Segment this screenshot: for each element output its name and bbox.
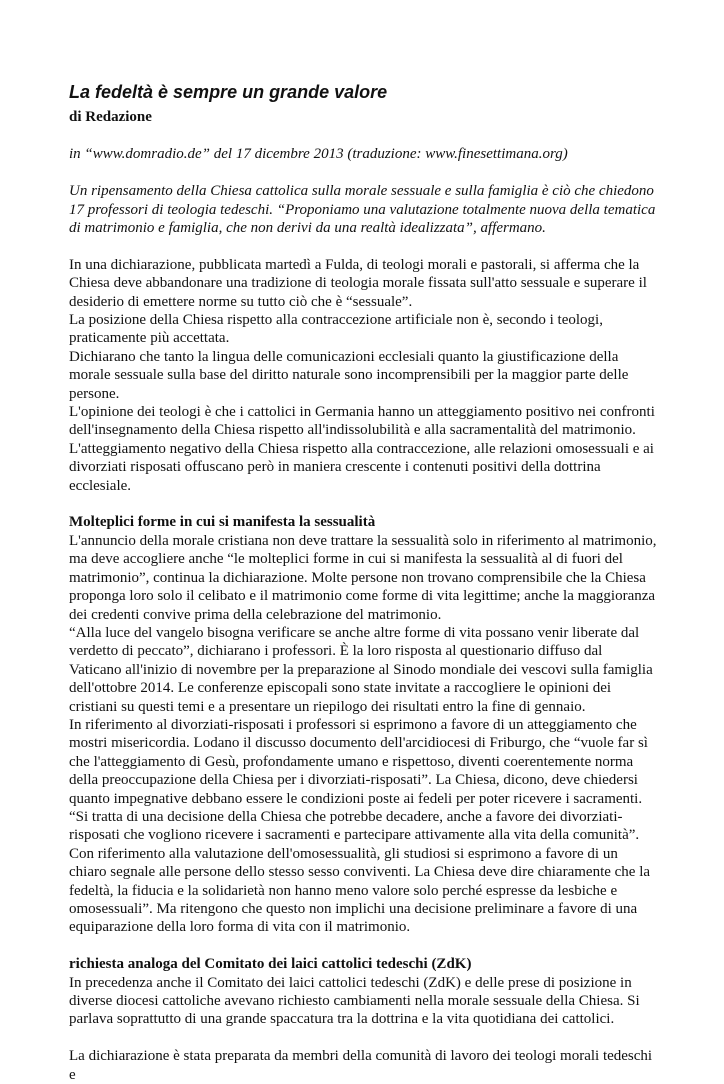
closing-paragraph: La dichiarazione è stata preparata da membri della comunità di lavoro dei teologi morali tedeschi e [69, 1048, 653, 1083]
section-paragraph: Con riferimento alla valutazione dell'omosessualità, gli studiosi si esprimono a favore di un chiaro segnale alle persone dello stesso sesso conviventi. La Chiesa deve dire chiaramente che la fedeltà, la fiducia e la solidarietà non hanno meno valore solo perché espresse da lesbiche e omosessuali”. Ma ritengono che questo non implichi una decisione preliminare a favore di una equiparazione della loro forma di vita con il matrimonio. [69, 845, 651, 936]
section-paragraph: In riferimento al divorziati-risposati i professori si esprimono a favore di un atteggiamento che mostri misericordia. Lodano il discusso documento dell'arcidiocesi di Friburgo, che “vuole far sì che l'atteggiamento di Gesù, profondamente umano e rispettoso, diventi coerentemente norma della preoccupazione della Chiesa per i divorziati-risposati”. La Chiesa, dicono, deve chiedersi quanto impegnative debbano essere le condizioni poste ai fedeli per poter ricevere i sacramenti. “Si tratta di una decisione della Chiesa che potrebbe decadere, anche a favore dei divorziati-risposati che vogliono ricevere i sacramenti e partecipare attivamente alla vita della comunità”. [69, 716, 648, 844]
intro-paragraph: La posizione della Chiesa rispetto alla contraccezione artificiale non è, secondo i teologi, praticamente più accettata. [69, 312, 603, 347]
article-byline: di Redazione [69, 109, 152, 125]
intro-paragraph: In una dichiarazione, pubblicata martedì a Fulda, di teologi morali e pastorali, si afferma che la Chiesa deve abbandonare una tradizione di teologia morale fissata sull'atto sessuale e superare il desiderio di emettere norme su tutto ciò che è “sessuale”. [69, 256, 647, 310]
section-heading: Molteplici forme in cui si manifesta la sessualità [69, 514, 376, 531]
article-source: in “www.domradio.de” del 17 dicembre 2013 (traduzione: www.finesettimana.org) [69, 146, 568, 163]
section-heading: richiesta analoga del Comitato dei laici cattolici tedeschi (ZdK) [69, 956, 472, 973]
intro-paragraph: L'atteggiamento negativo della Chiesa rispetto alla contraccezione, alle relazioni omosessuali e ai divorziati risposati offuscano però in maniera crescente i contenuti positivi della dottrina ecclesiale. [69, 440, 654, 494]
intro-paragraph: L'opinione dei teologi è che i cattolici in Germania hanno un atteggiamento positivo nei confronti dell'insegnamento della Chiesa rispetto all'indissolubilità e alla sacramentalità del matrimonio. [69, 404, 655, 439]
section-paragraph: “Alla luce del vangelo bisogna verificare se anche altre forme di vita possano venir liberate dal verdetto di peccato”, dichiarano i professori. È la loro risposta al questionario diffuso dal Vaticano all'inizio di novembre per la preparazione al Sinodo mondiale dei vescovi sulla famiglia dell'ottobre 2014. Le conferenze episcopali sono state invitate a raccogliere le opinioni dei cristiani su questi temi e a presentare un riepilogo dei risultati entro la fine di gennaio. [69, 624, 653, 715]
document-page [69, 80, 657, 1084]
article-lead: Un ripensamento della Chiesa cattolica sulla morale sessuale e sulla famiglia è ciò che chiedono 17 professori di teologia tedeschi. “Proponiamo una valutazione totalmente nuova della tematica di matrimonio e famiglia, che non derivi da una realtà idealizzata”, affermano. [69, 183, 656, 236]
section-paragraph: In precedenza anche il Comitato dei laici cattolici tedeschi (ZdK) e delle prese di posizione in diverse diocesi cattoliche avevano richiesto cambiamenti nella morale sessuale della Chiesa. Si parlava soprattutto di una grande spaccatura tra la dottrina e la vita quotidiana dei cattolici. [69, 974, 640, 1028]
section-paragraph: L'annuncio della morale cristiana non deve trattare la sessualità solo in riferimento al matrimonio, ma deve accogliere anche “le molteplici forme in cui si manifesta la sessualità al di fuori del matrimonio”, continua la dichiarazione. Molte persone non trovano comprensibile che la Chiesa proponga loro solo il celibato e il matrimonio come forme di vita legittime; anche la maggioranza dei credenti convive prima della celebrazione del matrimonio. [69, 532, 657, 623]
intro-paragraph: Dichiarano che tanto la lingua delle comunicazioni ecclesiali quanto la giustificazione della morale sessuale sulla base del diritto naturale sono incomprensibili per la maggior parte delle persone. [69, 348, 629, 402]
article-title: La fedeltà è sempre un grande valore [69, 82, 388, 102]
